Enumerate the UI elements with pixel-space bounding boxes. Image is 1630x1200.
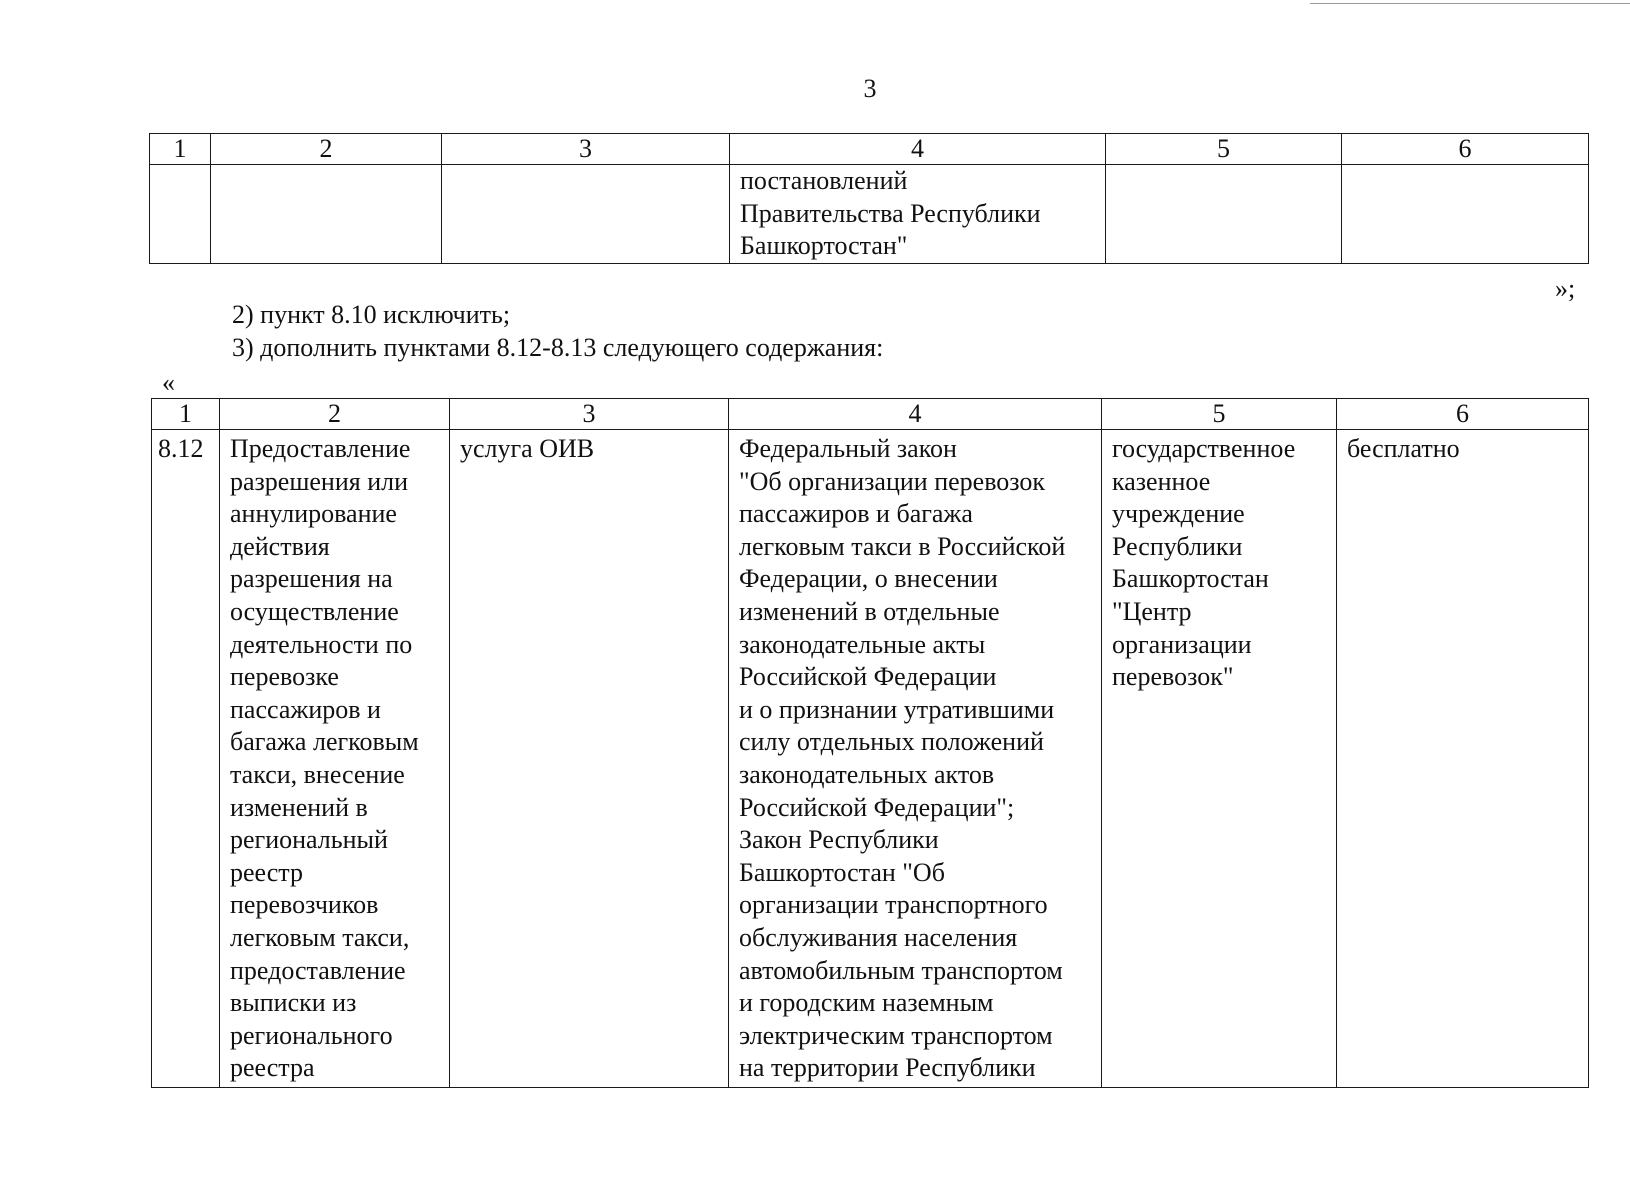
cell-line: Закон Республики [739, 825, 939, 855]
cell-line: электрическим транспортом [739, 1020, 1053, 1050]
closing-quote: »; [1555, 274, 1576, 303]
column-number: 1 [150, 134, 211, 165]
cell-line: Предоставление [230, 434, 411, 463]
cell-line: Башкортостан "Об [739, 857, 945, 887]
cell-legal-basis [729, 430, 1102, 1088]
cell-service-name [220, 430, 450, 1088]
column-number: 5 [1106, 134, 1342, 165]
cell-line: силу отдельных положений [739, 727, 1044, 757]
cell-line: Республики [1112, 531, 1243, 561]
cell-line: разрешения или [230, 466, 409, 496]
table-row [152, 430, 1589, 1088]
cell-service-type: услуга ОИВ [450, 430, 729, 1088]
column-number: 2 [220, 399, 450, 430]
column-number: 3 [450, 399, 729, 430]
scan-edge-mark [1310, 0, 1630, 4]
cell-line: регионального [230, 1020, 393, 1050]
cell-line: перевозок" [1112, 662, 1234, 692]
cell-line: аннулирование [230, 499, 397, 529]
cell-line: Правительства Республики [740, 198, 1041, 228]
amendment-paragraph: 3) дополнить пунктами 8.12-8.13 следующего содержания: [232, 333, 884, 362]
cell-line: легковым такси в Российской [739, 531, 1066, 561]
cell-line: и о признании утратившими [739, 694, 1055, 724]
cell-line: изменений в отдельные [739, 596, 1000, 626]
cell-line: багажа легковым [230, 727, 419, 757]
cell-line: Башкортостан [1112, 564, 1269, 594]
cell-line: и городским наземным [739, 988, 994, 1018]
column-number: 4 [729, 399, 1102, 430]
cell-line: перевозчиков [230, 890, 379, 920]
cell-line: осуществление [230, 596, 399, 626]
cell-line: легковым такси, [230, 922, 410, 952]
cell-line: предоставление [230, 955, 406, 985]
continuation-table [149, 133, 1589, 264]
column-number: 5 [1102, 399, 1337, 430]
cell-line: казенное [1112, 466, 1211, 496]
cell-line: организации транспортного [739, 890, 1048, 920]
cell-line: законодательных актов [739, 759, 995, 789]
cell-line: пассажиров и багажа [739, 499, 973, 529]
cell-line: обслуживания населения [739, 922, 1018, 952]
cell-line: Российской Федерации"; [739, 792, 1015, 822]
cell-legal-basis [730, 165, 1106, 264]
cell-line: действия [230, 531, 330, 561]
cell-line: реестр [230, 857, 303, 887]
cell-col5 [1106, 165, 1342, 264]
new-items-table [151, 398, 1589, 1088]
cell-line: такси, внесение [230, 759, 405, 789]
cell-line: перевозке [230, 662, 339, 692]
cell-fee: бесплатно [1337, 430, 1589, 1088]
page-number: 3 [863, 74, 877, 103]
cell-line: Башкортостан" [740, 231, 908, 261]
cell-col2 [211, 165, 442, 264]
column-number: 6 [1342, 134, 1589, 165]
column-number: 1 [152, 399, 220, 430]
cell-line: региональный [230, 825, 388, 855]
cell-line: Российской Федерации [739, 662, 997, 692]
cell-col3 [442, 165, 730, 264]
table-row [150, 165, 1589, 264]
column-number-row [150, 134, 1589, 165]
cell-line: постановлений [740, 166, 908, 195]
cell-line: пассажиров и [230, 694, 381, 724]
cell-line: "Об организации перевозок [739, 466, 1046, 496]
cell-provider [1102, 430, 1337, 1088]
cell-line: на территории Республики [739, 1053, 1036, 1083]
cell-line: Федеральный закон [739, 434, 957, 463]
amendment-paragraph: 2) пункт 8.10 исключить; [232, 300, 511, 329]
cell-col6 [1342, 165, 1589, 264]
column-number: 6 [1337, 399, 1589, 430]
cell-line: законодательные акты [739, 629, 986, 659]
cell-line: организации [1112, 629, 1252, 659]
cell-line: реестра [230, 1053, 315, 1083]
cell-line: государственное [1112, 434, 1296, 463]
cell-line: Федерации, о внесении [739, 564, 998, 594]
column-number: 4 [730, 134, 1106, 165]
column-number: 3 [442, 134, 730, 165]
opening-quote: « [162, 368, 175, 397]
column-number: 2 [211, 134, 442, 165]
cell-line: "Центр [1112, 596, 1192, 626]
cell-line: учреждение [1112, 499, 1245, 529]
cell-col1 [150, 165, 211, 264]
cell-line: изменений в [230, 792, 368, 822]
cell-item-number: 8.12 [152, 430, 220, 1088]
cell-line: разрешения на [230, 564, 393, 594]
cell-line: выписки из [230, 988, 357, 1018]
column-number-row [152, 399, 1589, 430]
cell-line: деятельности по [230, 629, 413, 659]
cell-line: автомобильным транспортом [739, 955, 1063, 985]
